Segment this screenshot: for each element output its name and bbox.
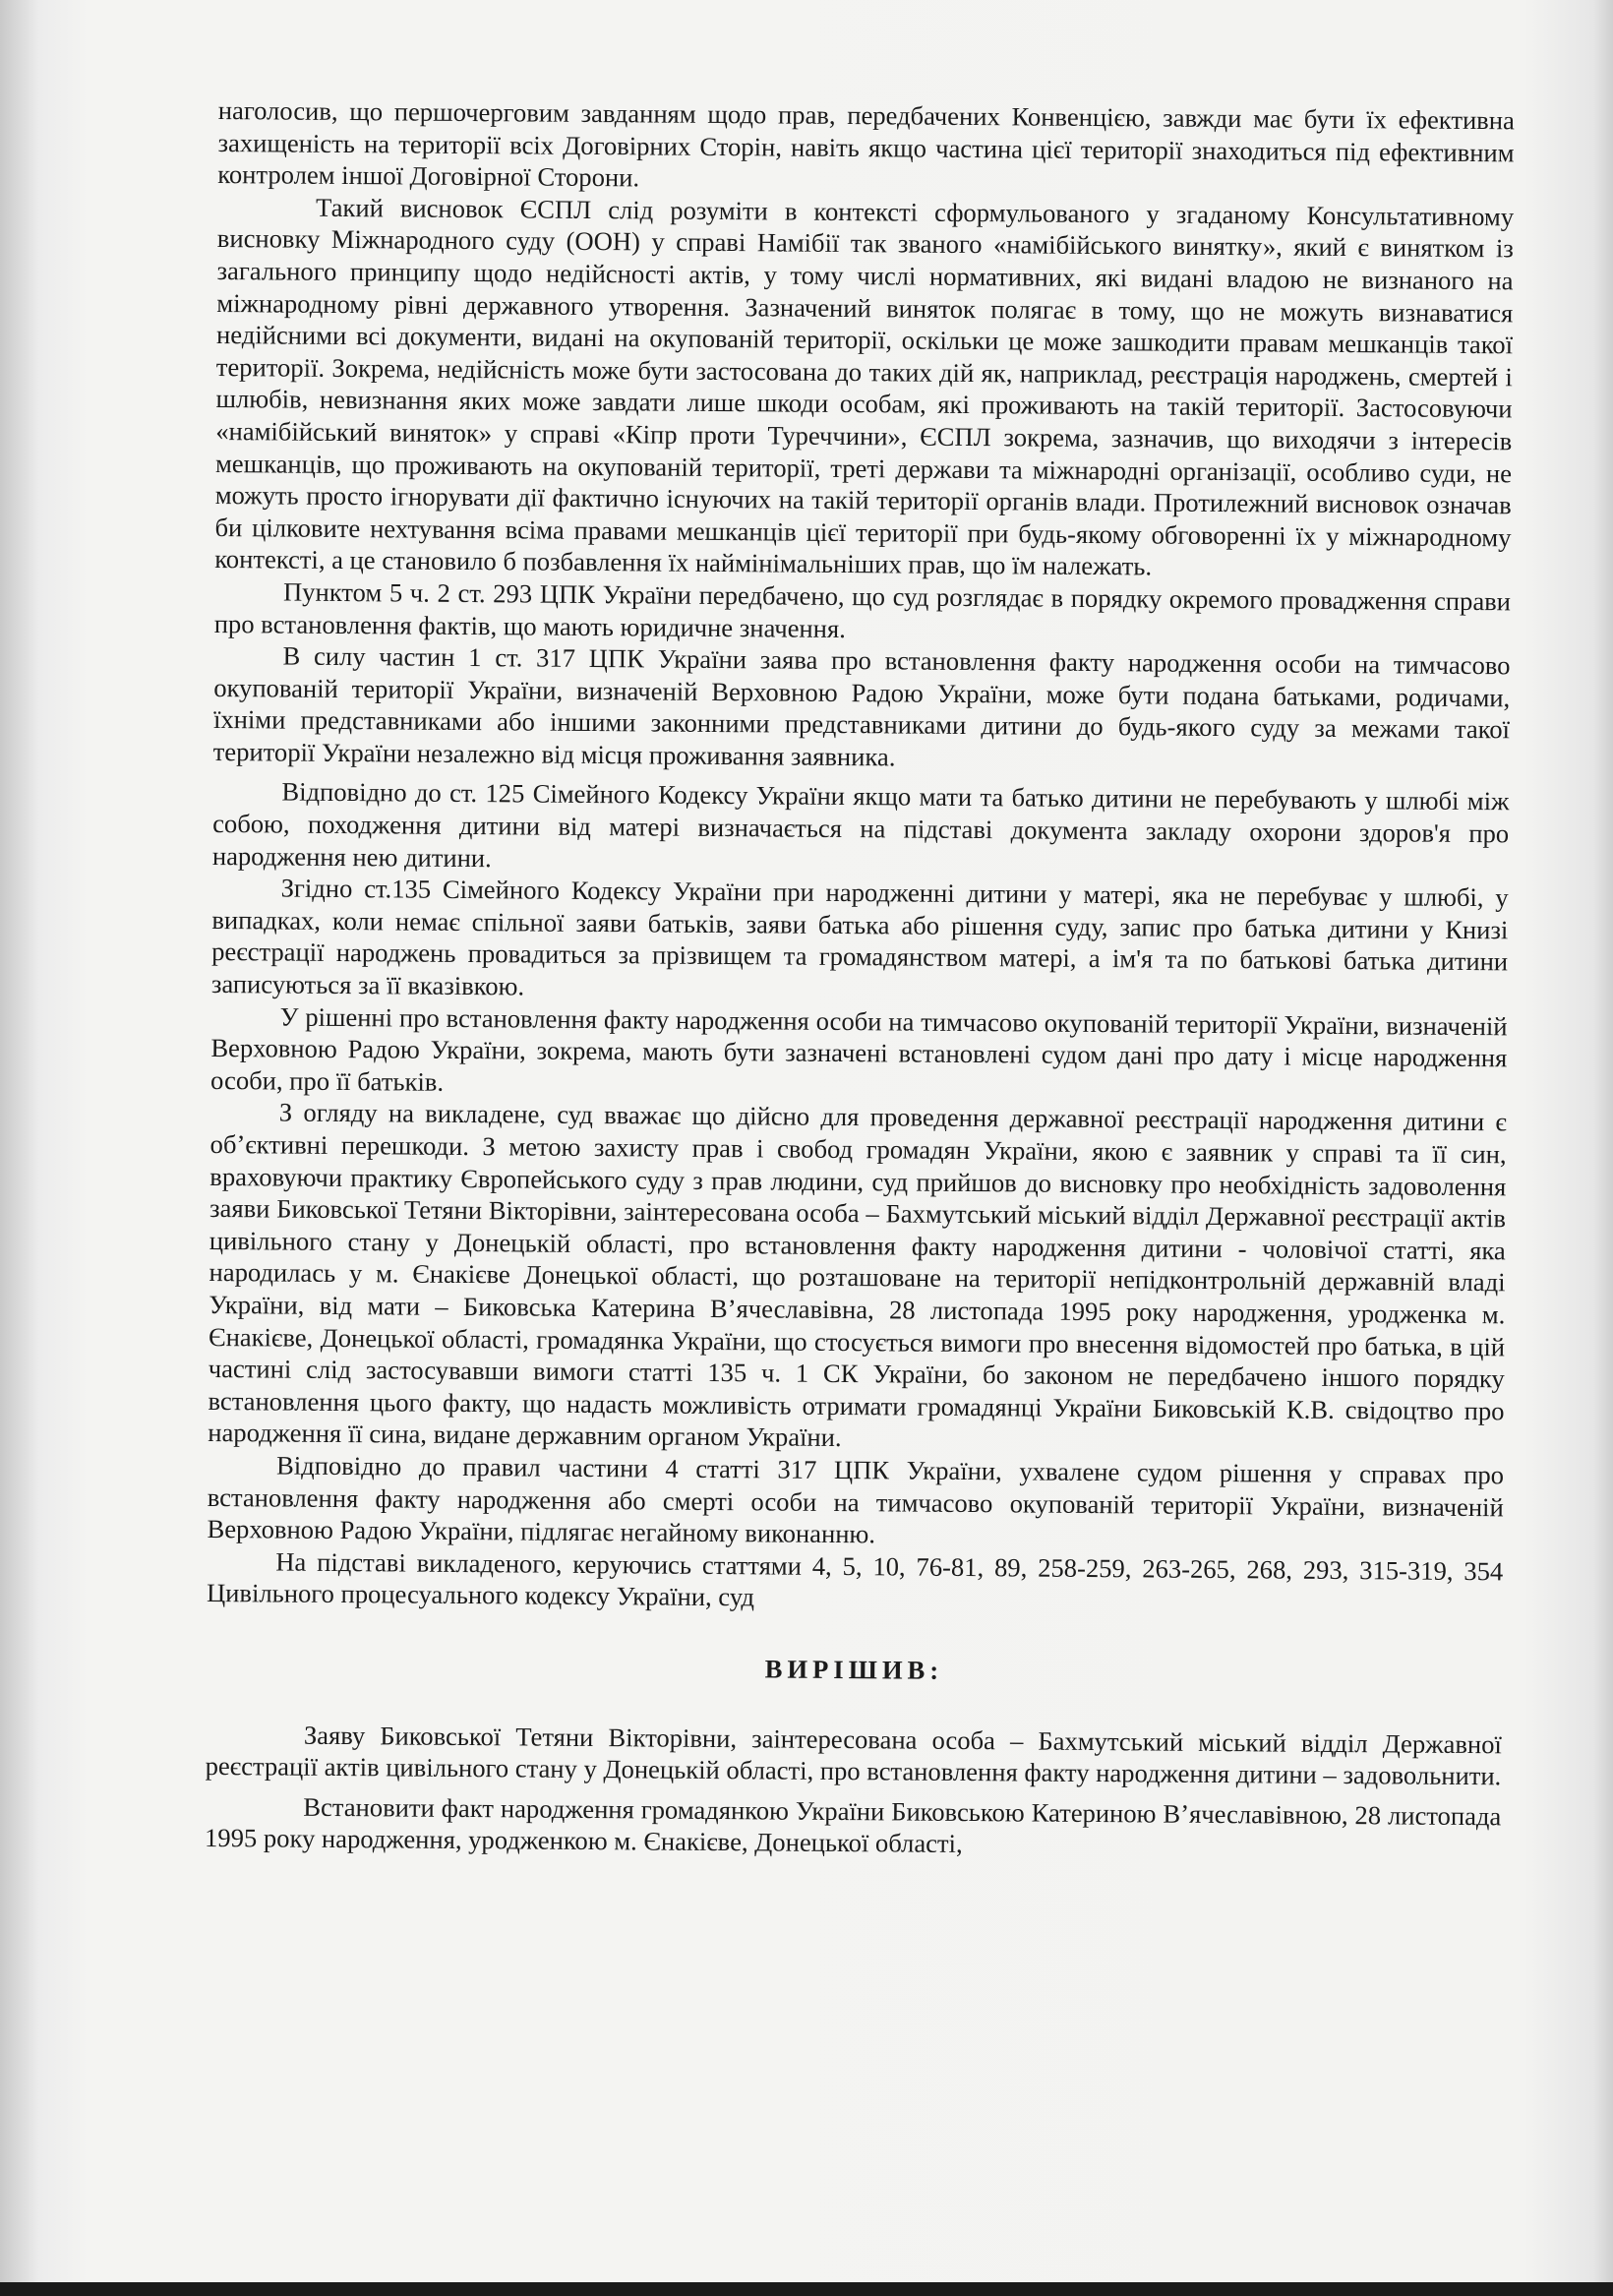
paragraph-court-reasoning: З огляду на викладене, суд вважає що дійсно для проведення державної реєстрації народження дитини є об’єктивні перешкоди. З метою захисту прав і свобод громадян України, якою є заявник у справі та її син, враховуючи практику Європейського суду з прав людини, суд прийшов до висновку про необхідність задоволення заяви Биковської Тетяни Вікторівни, заінтересована особа – Бахмутський міський відділ Державної реєстрації актів цивільного стану у Донецькій області, про встановлення факту народження дитини - чоловічої статті, яка народилась у м. Єнакієве Донецької області, що розташоване на території непідконтрольній державній владі України, від мати – Биковська Катерина В’ячеславівна, 28 листопада 1995 року народження, уродженка м. Єнакієве, Донецької області, громадянка України, що стосується вимоги про внесення відомостей про батька, в цій частині слід застосувавши вимоги статті 135 ч. 1 СК України, бо законом не передбачено іншого порядку встановлення цього факту, що надасть можливість отримати громадянці України Биковській К.В. свідоцтво про народження її сина, видане державним органом України. xyxy=(208,1097,1507,1453)
paragraph-continuation: наголосив, що першочерговим завданням щодо прав, передбачених Конвенцією, завжди має бути їх ефективна захищеність на території всіх Договірних Сторін, навіть якщо частина цієї території знаходиться під ефективним контролем іншої Договірної Сторони. xyxy=(217,94,1515,193)
paragraph-grant-application: Заяву Биковської Тетяни Вікторівни, заінтересована особа – Бахмутський міський відділ Державної реєстрації актів цивільного стану у Донецькій області, про встановлення факту народження дитини – задовольнити. xyxy=(205,1720,1502,1791)
paragraph-namibia-exception: Такий висновок ЄСПЛ слід розуміти в контексті сформульованого у згаданому Консультативному висновку Міжнародного суду (ООН) у справі Намібії так званого «намібійського винятку», який є винятком із загального принципу щодо недійсності актів, у тому числі нормативних, які видані владою не визнаного на міжнародному рівні державного утворення. Зазначений виняток полягає в тому, що не можуть визнаватися недійсними всі документи, видані на окупованій території, оскільки це може зашкодити правам мешканців такої території. Зокрема, недійсність може бути застосована до таких дій як, наприклад, реєстрація народжень, смертей і шлюбів, невизнання яких може завдати лише шкоди особам, які проживають на такій території. Застосовуючи «намібійський виняток» у справі «Кіпр проти Туреччини», ЄСПЛ зокрема, зазначив, що виходячи з інтересів мешканців, що проживають на окупованій території, треті держави та міжнародні організації, особливо суди, не можуть просто ігнорувати дії фактично існуючих на такій території органів влади. Протилежний висновок означав би цілковите нехтування всіма правами мешканців цієї території при будь-якому обговоренні їх у міжнародному контексті, а це становило б позбавлення їх наймінімальніших прав, що їм належать. xyxy=(214,192,1515,581)
paragraph-cpc-293: Пунктом 5 ч. 2 ст. 293 ЦПК України передбачено, що суд розглядає в порядку окремого провадження справи про встановлення фактів, що мають юридичне значення. xyxy=(213,576,1512,643)
paragraph-decision-content: У рішенні про встановлення факту народження особи на тимчасово окупованій території України, визначеній Верховною Радою України, зокрема, мають бути зазначені встановлені судом дані про дату і місце народження особи, про її батьків. xyxy=(210,1001,1508,1097)
paragraph-immediate-execution: Відповідно до правил частини 4 статті 317 ЦПК України, ухвалене судом рішення у справах про встановлення факту народження або смерті особи на тимчасово окупованій території України, визначеній Верховною Радою України, підлягає негайному виконанню. xyxy=(207,1450,1505,1549)
paragraph-cpc-317: В силу частин 1 ст. 317 ЦПК України заява про встановлення факту народження особи на тимчасово окупованій території України, визначеній Верховною Радою України, може бути подана батьками, родичами, їхніми представниками або іншими законними представниками дитини до будь-якого суду за межами такої території України незалежно від місця проживання заявника. xyxy=(212,640,1511,772)
scan-bottom-edge xyxy=(0,2282,1613,2296)
paragraph-family-code-125: Відповідно до ст. 125 Сімейного Кодексу України якщо мати та батько дитини не перебувають у шлюбі між собою, походження дитини від матері визначається на підставі документа закладу охорони здоров'я про народження нею дитини. xyxy=(211,776,1510,873)
paragraph-family-code-135: Згідно ст.135 Сімейного Кодексу України при народженні дитини у матері, яка не перебуває у шлюбі, у випадках, коли немає спільної заяви батьків, заяви батька або рішення суду, запис про батька дитини у Книзі реєстрації народжень провадиться за прізвищем та громадянством матері, а ім'я та по батькові батька дитини записуються за її вказівкою. xyxy=(210,873,1509,1001)
decision-heading: ВИРІШИВ: xyxy=(764,1654,944,1685)
document-page xyxy=(202,94,1515,2278)
paragraph-legal-basis: На підставі викладеного, керуючись статтями 4, 5, 10, 76-81, 89, 258-259, 263-265, 268, 293, 315-319, 354 Цивільного процесуального кодексу України, суд xyxy=(206,1546,1504,1612)
paragraph-establish-fact: Встановити факт народження громадянкою України Биковською Катериною В’ячеславівною, 28 листопада 1995 року народження, уродженкою м. Єнакієве, Донецької області, xyxy=(204,1791,1502,1859)
